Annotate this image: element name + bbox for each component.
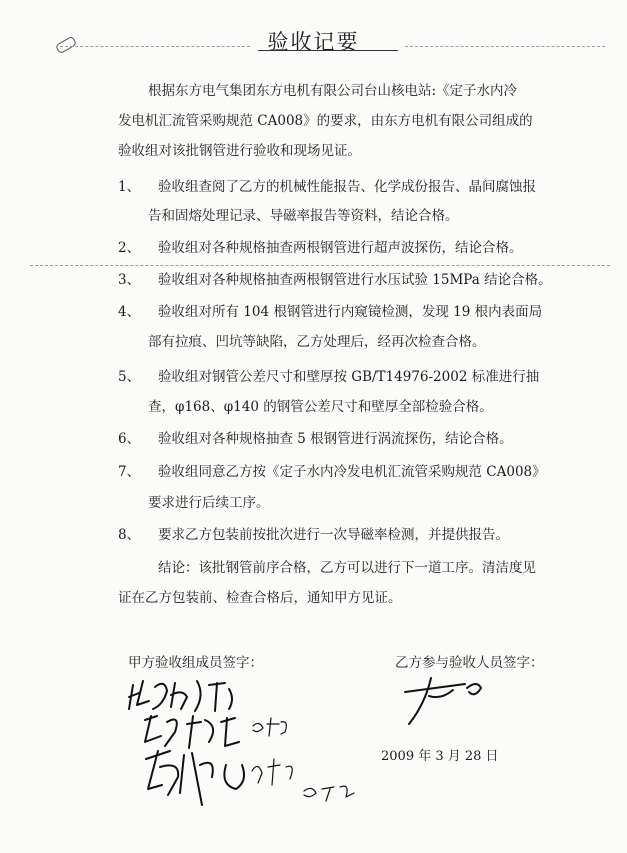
item-line: 验收组对所有 104 根钢管进行内窥镜检测，发现 19 根内表面局 [158, 304, 543, 320]
conclusion-line: 结论：该批钢管前序合格，乙方可以进行下一道工序。清洁度见 [158, 560, 536, 576]
item-number: 4、 [118, 304, 141, 320]
handwritten-signature [125, 675, 245, 715]
title-underline [258, 50, 398, 51]
item-number: 2、 [118, 240, 141, 256]
handwritten-signature [395, 670, 505, 730]
handwritten-signature [140, 745, 380, 815]
item-line: 验收组对各种规格抽查两根钢管进行超声波探伤，结论合格。 [158, 240, 523, 256]
item-line: 验收组查阅了乙方的机械性能报告、化学成份报告、晶间腐蚀报 [158, 179, 536, 195]
item-line: 验收组对各种规格抽查 5 根钢管进行涡流探伤，结论合格。 [158, 431, 513, 447]
intro-line: 发电机汇流管采购规范 CA008》的要求，由东方电机有限公司组成的 [118, 113, 533, 129]
item-number: 3、 [118, 272, 141, 288]
item-line: 查，φ168、φ140 的钢管公差尺寸和壁厚全部检验合格。 [148, 399, 493, 415]
item-number: 6、 [118, 431, 141, 447]
item-line: 验收组对钢管公差尺寸和壁厚按 GB/T14976-2002 标准进行抽 [158, 369, 540, 385]
item-line: 部有拉痕、凹坑等缺陷，乙方处理后，经再次检查合格。 [148, 334, 486, 350]
item-line: 验收组对各种规格抽查两根钢管进行水压试验 15MPa 结论合格。 [158, 272, 552, 288]
item-line: 验收组同意乙方按《定子水内冷发电机汇流管采购规范 CA008》 [158, 464, 546, 480]
intro-line: 根据东方电气集团东方电机有限公司台山核电站:《定子水内冷 [148, 83, 518, 99]
document-date: 2009 年 3 月 28 日 [381, 749, 499, 764]
party-a-signature-label: 甲方验收组成员签字： [128, 655, 263, 671]
item-number: 5、 [118, 369, 141, 385]
item-line: 告和固熔处理记录、导磁率报告等资料，结论合格。 [148, 208, 459, 224]
intro-line: 验收组对该批钢管进行验收和现场见证。 [118, 143, 361, 159]
party-b-signature-label: 乙方参与验收人员签字： [395, 655, 544, 671]
item-number: 8、 [118, 527, 141, 543]
item-number: 7、 [118, 464, 141, 480]
document-title: 验收记要 [267, 30, 360, 54]
item-number: 1、 [118, 179, 141, 195]
item-line: 要求乙方包装前按批次进行一次导磁率检测，并提供报告。 [158, 527, 509, 543]
conclusion-line: 证在乙方包装前、检查合格后，通知甲方见证。 [118, 590, 402, 606]
fold-line [30, 265, 610, 266]
item-line: 要求进行后续工序。 [148, 495, 270, 511]
